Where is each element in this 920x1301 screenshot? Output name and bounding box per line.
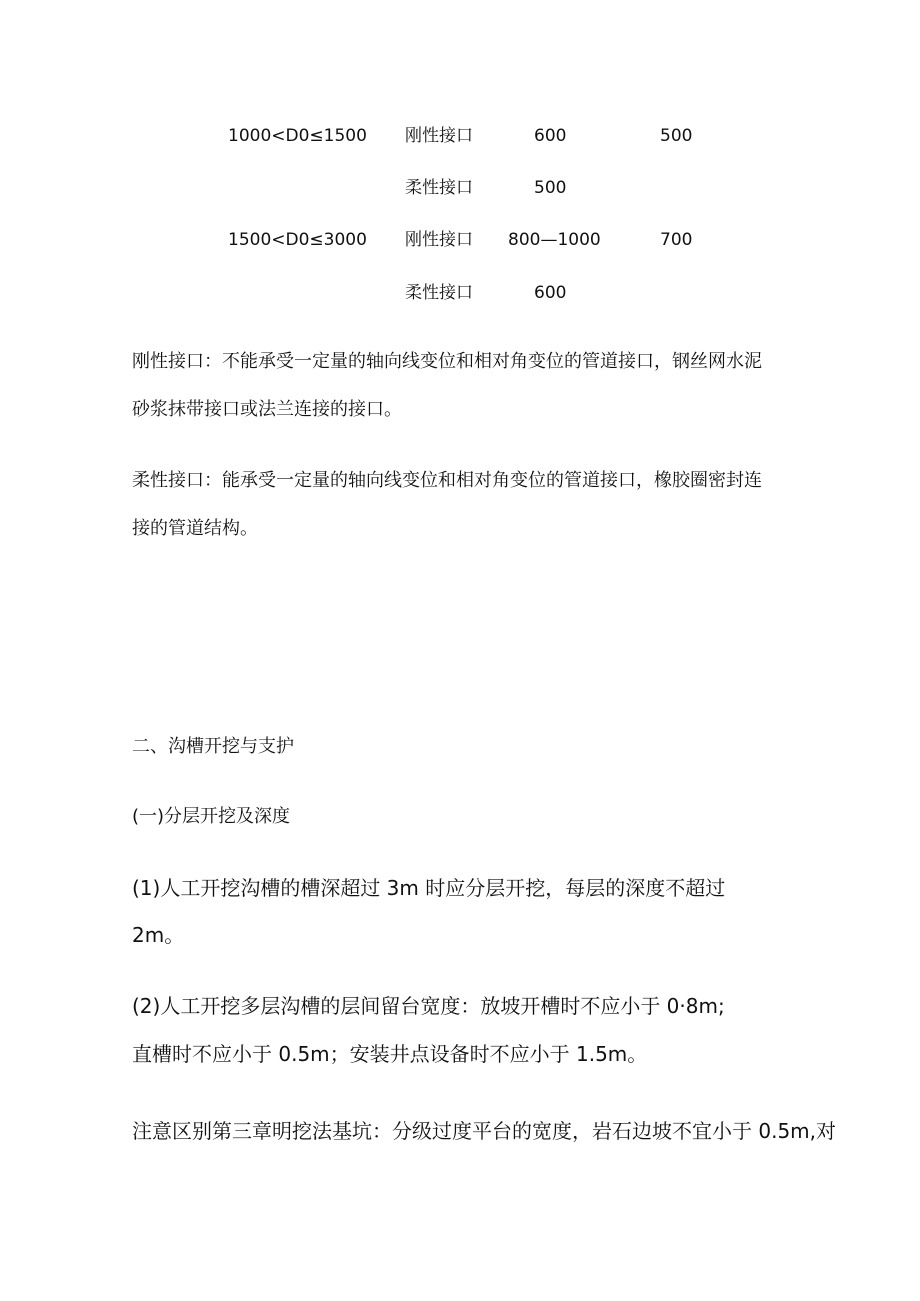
note-line-1: 注意区别第三章明挖法基坑：分级过度平台的宽度，岩石边坡不宜小于 0.5m,对 (132, 1119, 837, 1143)
item-1-line-2: 2m。 (132, 923, 185, 947)
flexible-joint-definition-line-2: 接的管道结构。 (132, 518, 258, 539)
table-row-3-width: 800—1000 (508, 230, 601, 250)
table-row-3-joint: 刚性接口 (405, 230, 473, 250)
section-heading: 二、沟槽开挖与支护 (132, 736, 294, 757)
table-row-1-width: 600 (534, 126, 567, 146)
table-row-3-range: 1500<D0≤3000 (228, 230, 367, 250)
table-row-2-width: 500 (534, 178, 567, 198)
rigid-joint-definition-line-1: 刚性接口：不能承受一定量的轴向线变位和相对角变位的管道接口，钢丝网水泥 (132, 351, 762, 372)
rigid-joint-definition-line-2: 砂浆抹带接口或法兰连接的接口。 (132, 399, 402, 420)
item-2-line-2: 直槽时不应小于 0.5m；安装井点设备时不应小于 1.5m。 (132, 1042, 648, 1066)
item-2-line-1: (2)人工开挖多层沟槽的层间留台宽度：放坡开槽时不应小于 0·8m; (132, 994, 725, 1018)
flexible-joint-definition-line-1: 柔性接口：能承受一定量的轴向线变位和相对角变位的管道接口，橡胶圈密封连 (132, 470, 762, 491)
item-1-line-1: (1)人工开挖沟槽的槽深超过 3m 时应分层开挖，每层的深度不超过 (132, 876, 726, 900)
table-row-1-range: 1000<D0≤1500 (228, 126, 367, 146)
table-row-1-extra: 500 (660, 126, 693, 146)
table-row-1-joint: 刚性接口 (405, 126, 473, 146)
table-row-3-extra: 700 (660, 230, 693, 250)
table-row-4-width: 600 (534, 283, 567, 303)
subsection-heading: (一)分层开挖及深度 (132, 806, 291, 827)
table-row-4-joint: 柔性接口 (405, 283, 473, 303)
table-row-2-joint: 柔性接口 (405, 178, 473, 198)
